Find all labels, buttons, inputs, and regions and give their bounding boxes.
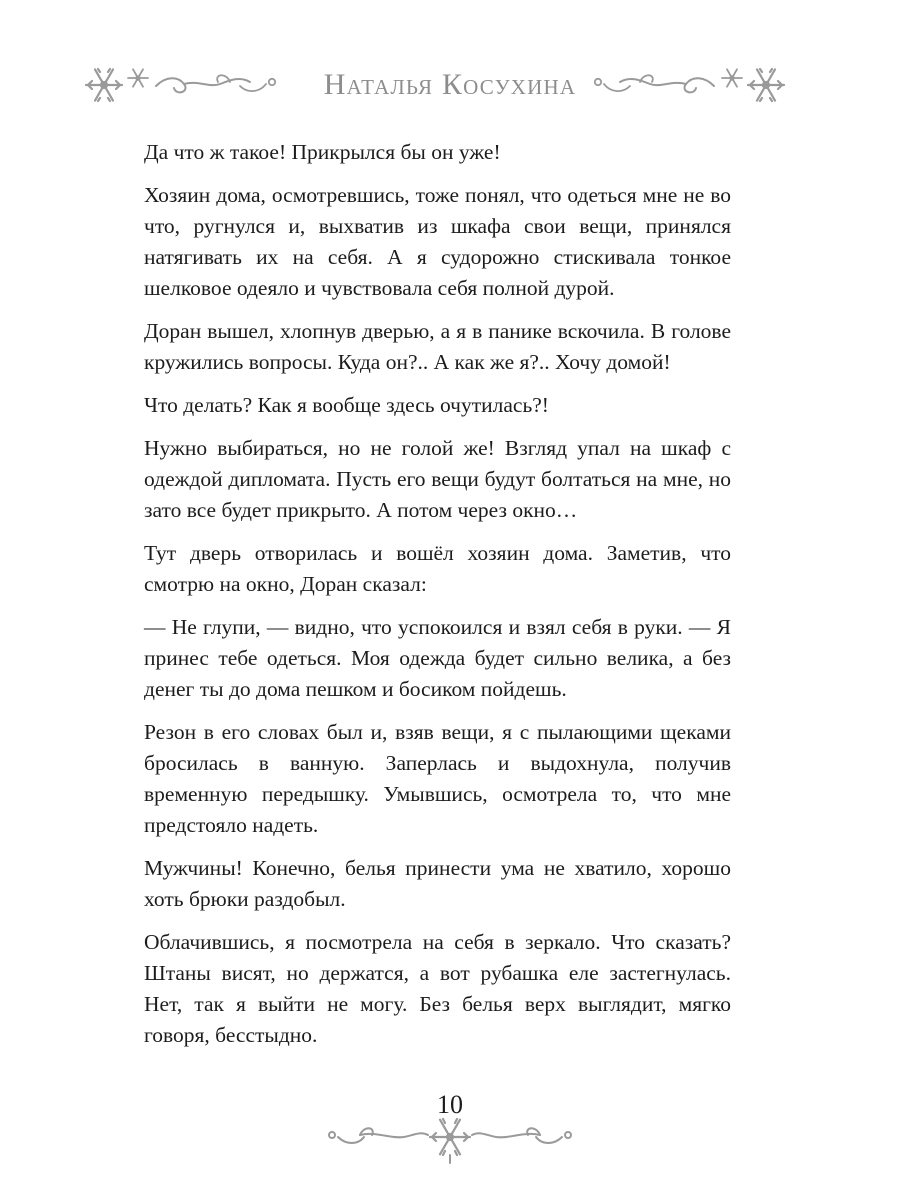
paragraph: Резон в его словах был и, взяв вещи, я с пылающими щеками бросилась в ванную. Заперлась и выдохнула, получив временную передышку. Умывшись, осмотрела то, что мне предстояло надеть.: [144, 720, 731, 837]
paragraph: Тут дверь отворилась и вошёл хозяин дома. Заметив, что смотрю на окно, Доран сказал:: [144, 541, 731, 596]
paragraph: Что делать? Как я вообще здесь очутилась?!: [144, 393, 549, 417]
paragraph: Мужчины! Конечно, белья принести ума не хватило, хорошо хоть брюки раздобыл.: [144, 856, 731, 911]
right-snowflake-flourish-icon: [590, 58, 790, 112]
paragraph: Доран вышел, хлопнув дверью, а я в панике вскочила. В голове кружились вопросы. Куда он?.. А как же я?.. Хочу домой!: [144, 319, 731, 374]
paragraph: Да что ж такое! Прикрылся бы он уже!: [144, 140, 501, 164]
paragraph: Облачившись, я посмотрела на себя в зеркало. Что сказать? Штаны висят, но держатся, а вот рубашка еле застегнулась. Нет, так я выйти не могу. Без белья верх выглядит, мягко говоря, бесстыдно.: [144, 930, 731, 1047]
footer-snowflake-flourish-icon: [320, 1113, 580, 1165]
paragraph: Хозяин дома, осмотревшись, тоже понял, что одеться мне не во что, ругнулся и, выхватив из шкафа свои вещи, принялся натягивать их на себя. А я судорожно стискивала тонкое шелковое одеяло и чувствовала себя полной дурой.: [144, 183, 731, 300]
paragraph: Нужно выбираться, но не голой же! Взгляд упал на шкаф с одеждой дипломата. Пусть его вещи будут болтаться на мне, но зато все будет прикрыто. А потом через окно…: [144, 436, 731, 522]
paragraph: — Не глупи, — видно, что успокоился и взял себя в руки. — Я принес тебе одеться. Моя одежда будет сильно велика, а без денег ты до дома пешком и босиком пойдешь.: [144, 615, 731, 701]
running-header: [0, 58, 900, 114]
body-text: [144, 137, 731, 1063]
page-number: 10: [437, 1090, 463, 1119]
running-title: Наталья Косухина: [323, 68, 577, 101]
